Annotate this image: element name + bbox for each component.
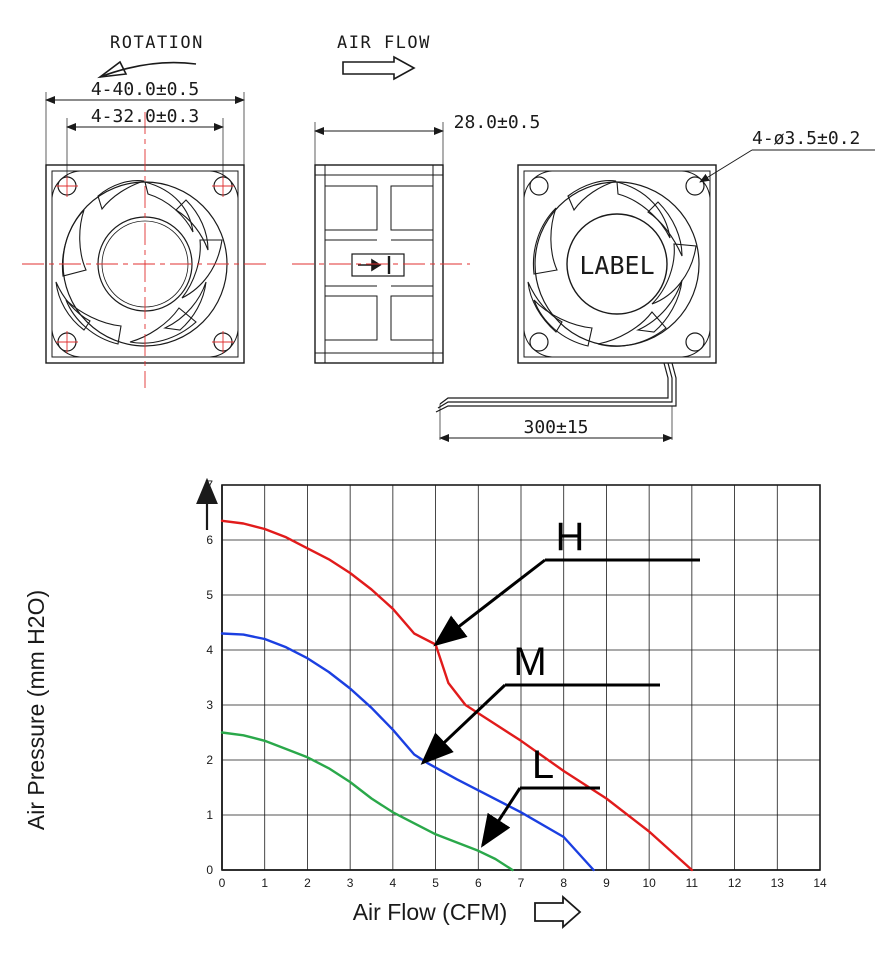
chart-annotation-label: L bbox=[531, 743, 555, 787]
x-tick-label: 9 bbox=[603, 876, 610, 890]
x-tick-label: 12 bbox=[727, 876, 742, 890]
side-view-extension-lines bbox=[315, 122, 443, 165]
dim-depth-text: 28.0±0.5 bbox=[453, 112, 541, 133]
x-tick-label: 7 bbox=[517, 876, 525, 890]
dim-hole-dia-text: 4-ø3.5±0.2 bbox=[752, 128, 861, 149]
x-tick-label: 3 bbox=[346, 876, 354, 890]
impeller-blades bbox=[56, 181, 222, 344]
x-axis-flow-arrow-icon bbox=[535, 897, 580, 927]
mechanical-drawing bbox=[0, 0, 880, 470]
x-axis-title: Air Flow (CFM) bbox=[352, 899, 508, 925]
rotation-label: ROTATION bbox=[110, 33, 204, 53]
rear-mount-hole-bl bbox=[530, 333, 548, 351]
airflow-arrow-icon bbox=[343, 57, 414, 79]
chart-annotation-l bbox=[483, 743, 600, 845]
rotation-caption bbox=[100, 33, 204, 77]
x-tick-label: 11 bbox=[685, 876, 699, 890]
side-cavity-tl bbox=[325, 186, 377, 230]
dim-wire-text: 300±15 bbox=[523, 417, 589, 438]
leader-hole-dia bbox=[700, 150, 752, 182]
rear-mount-hole-br bbox=[686, 333, 704, 351]
performance-chart bbox=[0, 460, 880, 957]
y-tick-label: 0 bbox=[206, 863, 213, 877]
x-tick-label: 8 bbox=[560, 876, 568, 890]
y-tick-label: 6 bbox=[206, 533, 213, 547]
dim-outer-text: 4-40.0±0.5 bbox=[90, 79, 200, 100]
y-axis-title: Air Pressure (mm H2O) bbox=[23, 589, 49, 831]
x-tick-label: 14 bbox=[813, 876, 827, 890]
rear-mount-hole-tr bbox=[686, 177, 704, 195]
chart-annotation-label: H bbox=[555, 515, 585, 559]
drawing-svg bbox=[0, 0, 880, 470]
side-cavity-bl bbox=[325, 296, 377, 340]
flow-direction-arrow-icon bbox=[358, 260, 380, 270]
y-tick-label: 1 bbox=[206, 808, 213, 822]
x-tick-label: 4 bbox=[389, 876, 397, 890]
chart-annotation-leader bbox=[436, 560, 545, 645]
rear-view bbox=[436, 128, 875, 440]
x-tick-label: 1 bbox=[261, 876, 269, 890]
lead-wires bbox=[436, 363, 676, 412]
dim-holes-text: 4-32.0±0.3 bbox=[90, 106, 200, 127]
rear-mount-hole-tl bbox=[530, 177, 548, 195]
chart-plot-root bbox=[206, 478, 827, 890]
chart-series-l bbox=[222, 733, 513, 871]
airflow-caption bbox=[337, 33, 431, 79]
y-tick-label: 5 bbox=[206, 588, 213, 602]
label-text: LABEL bbox=[579, 251, 655, 280]
side-view bbox=[292, 112, 540, 363]
chart-series-h bbox=[222, 521, 692, 870]
y-tick-label: 7 bbox=[206, 478, 213, 492]
y-tick-label: 2 bbox=[206, 753, 213, 767]
chart-annotation-h bbox=[436, 515, 700, 645]
front-view bbox=[22, 79, 268, 388]
x-tick-label: 2 bbox=[304, 876, 311, 890]
x-tick-label: 0 bbox=[218, 876, 226, 890]
x-tick-label: 10 bbox=[642, 876, 656, 890]
side-cavity-tr bbox=[391, 186, 433, 230]
x-tick-label: 5 bbox=[432, 876, 439, 890]
y-tick-label: 4 bbox=[206, 643, 213, 657]
airflow-label: AIR FLOW bbox=[337, 33, 431, 53]
side-cavity-br bbox=[391, 296, 433, 340]
chart-svg bbox=[0, 460, 880, 957]
x-tick-label: 13 bbox=[770, 876, 784, 890]
y-tick-label: 3 bbox=[206, 698, 213, 712]
x-tick-label: 6 bbox=[474, 876, 482, 890]
chart-annotation-label: M bbox=[513, 640, 547, 684]
